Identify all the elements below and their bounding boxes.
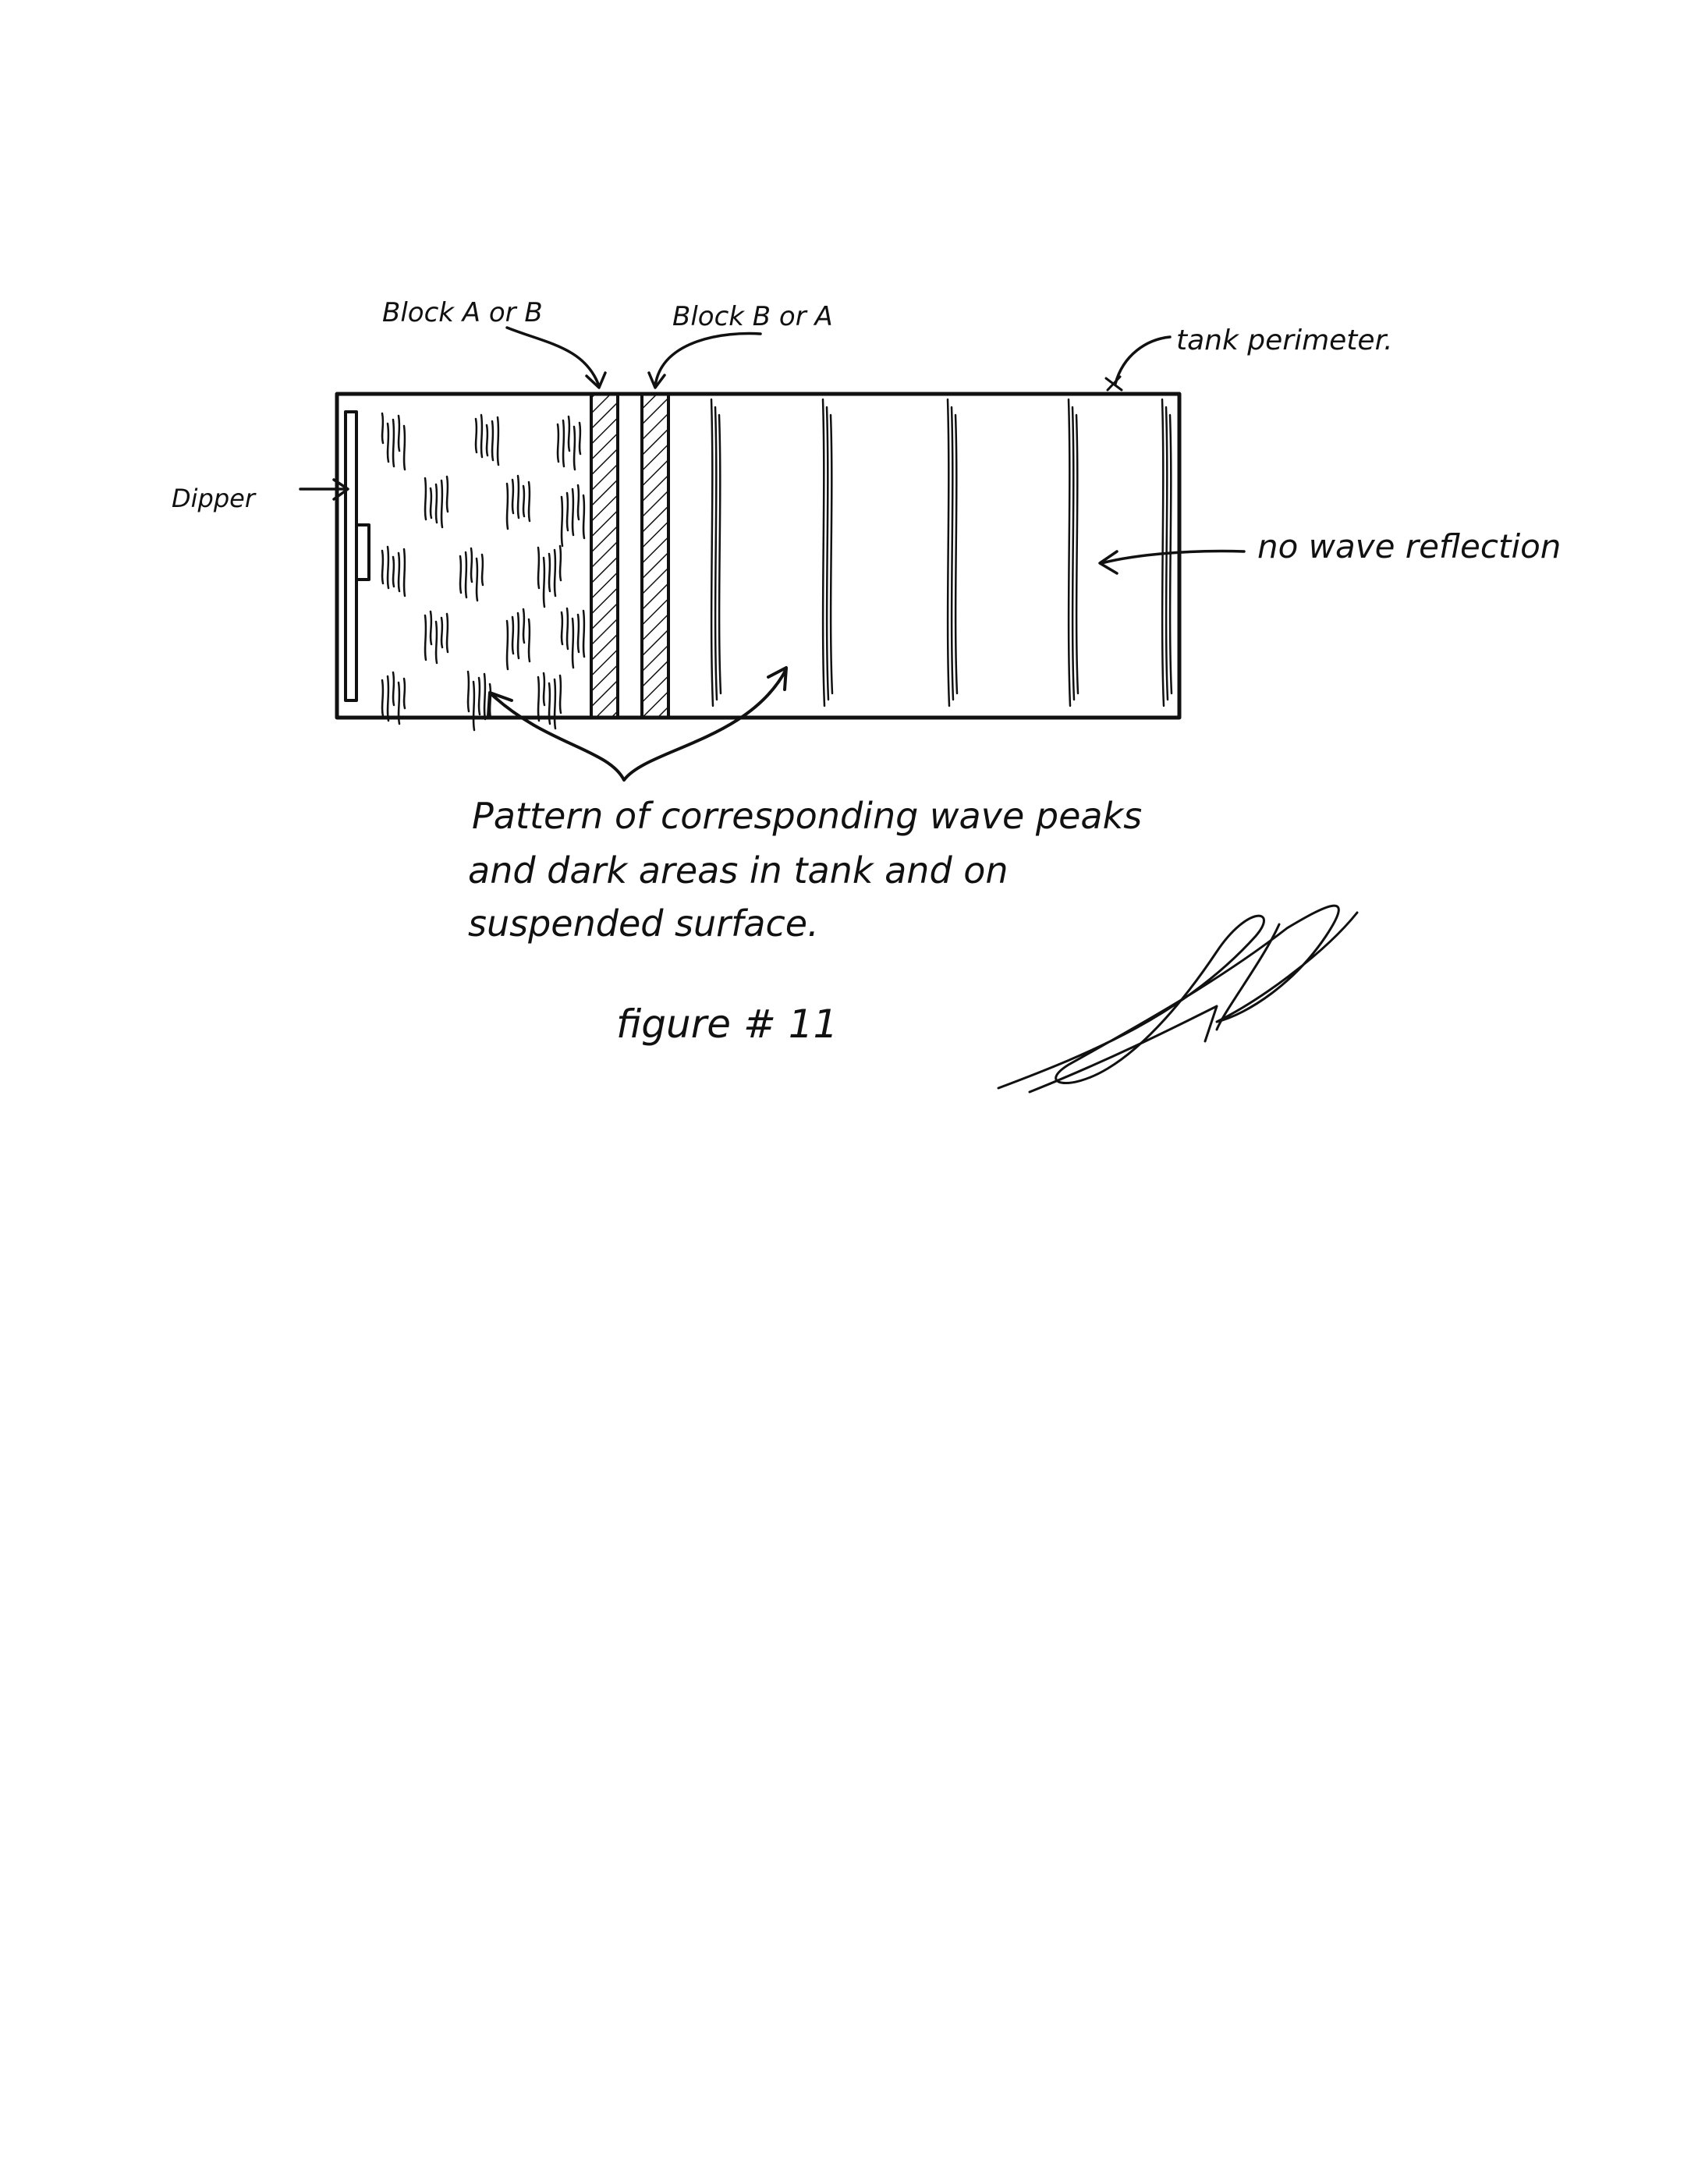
- wave-stroke: [529, 482, 530, 521]
- wave-stroke: [468, 672, 469, 711]
- wave-stroke: [441, 480, 442, 527]
- tank-perimeter-arrow: [1115, 337, 1170, 384]
- wave-stroke: [404, 426, 405, 470]
- wave-stroke: [492, 421, 493, 460]
- wave-stroke: [567, 493, 568, 530]
- wave-stroke: [382, 413, 383, 443]
- wave-peak-line: [955, 415, 957, 693]
- wave-stroke: [382, 680, 383, 716]
- wave-peak-line: [1076, 415, 1078, 693]
- caption-line-2: and dark areas in tank and on: [468, 849, 1009, 892]
- wave-stroke: [447, 477, 448, 512]
- wave-pattern-right: [711, 399, 1172, 706]
- wave-stroke: [567, 608, 568, 649]
- wave-stroke: [471, 548, 472, 582]
- wave-stroke: [523, 609, 524, 643]
- wave-stroke: [479, 678, 480, 714]
- wave-peak-line: [952, 407, 953, 700]
- no-reflection-label: no wave reflection: [1257, 527, 1562, 566]
- wave-stroke: [507, 621, 508, 669]
- wave-stroke: [481, 415, 482, 457]
- wave-stroke: [523, 486, 524, 516]
- wave-stroke: [518, 613, 519, 658]
- wave-stroke: [436, 484, 437, 523]
- wave-peak-line: [1069, 399, 1070, 706]
- figure-number: figure # 11: [616, 1002, 838, 1047]
- dipper-label: Dipper: [172, 484, 255, 513]
- dipper: [346, 412, 369, 700]
- wave-stroke: [393, 672, 394, 705]
- wave-stroke: [476, 419, 477, 452]
- caption-brace-arrows: [488, 668, 786, 780]
- wave-stroke: [563, 420, 564, 466]
- block-a: [591, 394, 618, 718]
- caption-line-3: suspended surface.: [468, 902, 819, 945]
- wave-stroke: [460, 556, 461, 593]
- wave-peak-line: [711, 399, 713, 706]
- wave-stroke: [447, 614, 448, 652]
- dipper-arrow: [300, 480, 348, 499]
- wave-stroke: [549, 683, 550, 724]
- wave-stroke: [512, 617, 513, 654]
- wave-stroke: [484, 674, 485, 719]
- wave-pattern-left: [382, 413, 584, 730]
- wave-stroke: [538, 677, 539, 721]
- signature: [998, 906, 1357, 1092]
- wave-stroke: [549, 554, 550, 591]
- wave-stroke: [578, 485, 579, 519]
- no-reflection-arrow: [1100, 551, 1244, 573]
- block-b-label: Block B or A: [672, 301, 833, 332]
- wave-stroke: [436, 622, 437, 663]
- wave-stroke: [538, 548, 539, 588]
- wave-stroke: [473, 682, 474, 730]
- wave-stroke: [382, 551, 383, 583]
- wave-peak-line: [948, 399, 949, 706]
- caption-line-1: Pattern of corresponding wave peaks: [472, 795, 1143, 837]
- wave-stroke: [393, 420, 394, 466]
- wave-stroke: [560, 675, 561, 713]
- wave-stroke: [393, 557, 394, 587]
- wave-stroke: [512, 480, 513, 513]
- wave-stroke: [425, 478, 426, 519]
- wave-stroke: [404, 679, 405, 708]
- tank-perimeter-label: tank perimeter.: [1176, 324, 1393, 356]
- wave-stroke: [583, 611, 584, 657]
- wave-stroke: [578, 615, 579, 652]
- wave-peak-line: [1072, 407, 1074, 700]
- wave-stroke: [574, 427, 575, 470]
- wave-stroke: [529, 619, 530, 661]
- wave-stroke: [441, 618, 442, 647]
- wave-stroke: [583, 495, 584, 538]
- wave-peak-line: [827, 407, 828, 700]
- wave-peak-line: [715, 407, 717, 700]
- block-b: [642, 394, 668, 718]
- block-a-arrow: [507, 328, 599, 386]
- wave-stroke: [425, 615, 426, 660]
- tank-perimeter-mark: [1106, 377, 1122, 390]
- block-a-label: Block A or B: [382, 297, 543, 328]
- tank-outline: [337, 394, 1179, 718]
- block-b-arrow: [655, 334, 760, 386]
- wave-peak-line: [831, 415, 832, 693]
- wave-peak-line: [719, 415, 721, 693]
- wave-peak-line: [823, 399, 824, 706]
- wave-stroke: [482, 555, 483, 585]
- wave-stroke: [518, 476, 519, 518]
- wave-stroke: [507, 484, 508, 529]
- wave-stroke: [404, 549, 405, 596]
- wave-stroke: [560, 546, 561, 580]
